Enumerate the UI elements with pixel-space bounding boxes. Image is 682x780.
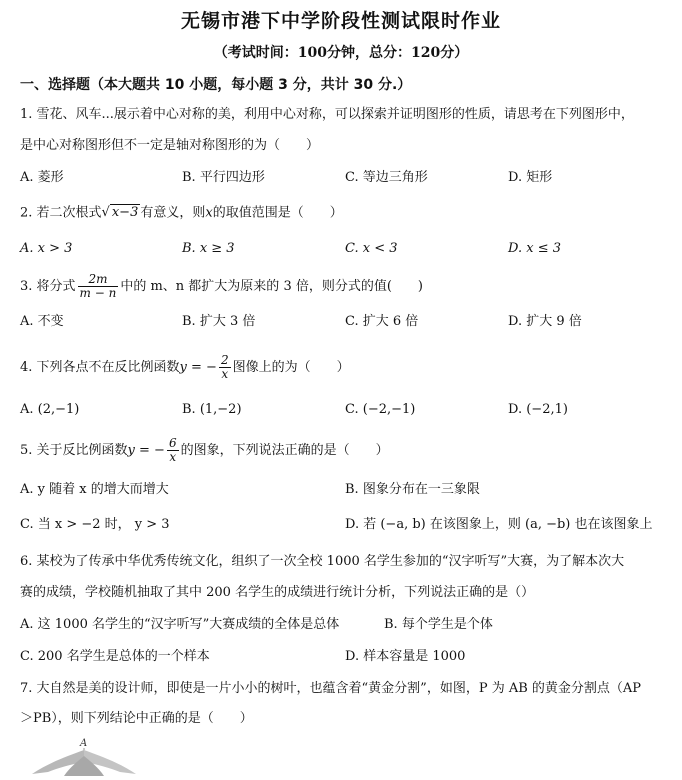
q5-numerator: 6 xyxy=(168,436,177,450)
q3-option-b: B. 扩大 3 倍 xyxy=(182,314,256,329)
q2-stem-mid: 有意义，则 xyxy=(140,205,206,221)
q2-stem-pre: 2. 若二次根式 xyxy=(20,205,102,221)
q1-option-d: D. 矩形 xyxy=(508,170,553,185)
q1-stem-line2: 是中心对称图形但不一定是轴对称图形的为（ ） xyxy=(20,138,320,153)
q3-stem-post: 中的 m、n 都扩大为原来的 3 倍，则分式的值( ) xyxy=(120,279,423,294)
q3-denominator: m − n xyxy=(79,286,117,300)
page-title: 无锡市港下中学阶段性测试限时作业 xyxy=(180,10,501,32)
q5-stem-post: 的图象，下列说法正确的是（ ） xyxy=(180,443,389,458)
q4-stem-post: 图像上的为（ ） xyxy=(232,360,350,375)
q7-stem-line1: 7. 大自然是美的设计师，即使是一片小小的树叶，也蕴含着“黄金分割”，如图，P 为 AB 的黄金分割点（AP xyxy=(20,681,642,696)
leaf-figure xyxy=(28,738,138,776)
q2-option-a: A. x > 3 xyxy=(20,241,73,256)
q2-option-b: B. x ≥ 3 xyxy=(182,241,235,256)
q7-stem-line2: ＞PB），则下列结论中正确的是（ ） xyxy=(20,711,253,726)
section-heading: 一、选择题（本大题共 10 小题，每小题 3 分，共计 30 分.） xyxy=(20,77,412,93)
q5-stem-pre: 5. 关于反比例函数 xyxy=(20,443,128,458)
q6-option-c: C. 200 名学生是总体的一个样本 xyxy=(20,649,210,664)
q6-stem-line1: 6. 某校为了传承中华优秀传统文化，组织了一次全校 1000 名学生参加的“汉字听写”大赛，为了解本次大 xyxy=(20,554,625,569)
q6-option-b: B. 每个学生是个体 xyxy=(384,617,493,632)
q2-radicand: x−3 xyxy=(111,205,139,220)
q2-option-d: D. x ≤ 3 xyxy=(508,241,561,256)
q3-stem-pre: 3. 将分式 xyxy=(20,279,76,294)
q2-stem xyxy=(20,204,343,223)
q1-option-b: B. 平行四边形 xyxy=(182,170,265,185)
exam-info: （考试时间：100分钟，总分：120分） xyxy=(213,45,469,61)
leaf-icon xyxy=(28,738,138,776)
q1-option-c: C. 等边三角形 xyxy=(345,170,428,185)
q5-option-b: B. 图象分布在一三象限 xyxy=(345,482,480,497)
q3-option-c: C. 扩大 6 倍 xyxy=(345,314,419,329)
q4-option-c: C. (−2,−1) xyxy=(345,402,416,417)
q5-option-a: A. y 随着 x 的增大而增大 xyxy=(20,482,169,497)
q2-stem-post: 的取值范围是（ ） xyxy=(212,205,343,221)
q2-option-c: C. x < 3 xyxy=(345,241,398,256)
q4-option-a: A. (2,−1) xyxy=(20,402,80,417)
q6-option-a: A. 这 1000 名学生的“汉字听写”大赛成绩的全体是总体 xyxy=(20,617,340,632)
q1-stem-line1: 1. 雪花、风车...展示着中心对称的美，利用中心对称，可以探索并证明图形的性质，请思考在下列图形中， xyxy=(20,107,634,122)
q3-option-a: A. 不变 xyxy=(20,314,64,329)
q5-denominator: x xyxy=(167,450,179,464)
q4-option-d: D. (−2,1) xyxy=(508,402,568,417)
q5-option-c: C. 当 x > −2 时， y > 3 xyxy=(20,517,170,532)
q4-fraction xyxy=(219,354,231,381)
q4-func: y = − xyxy=(179,360,217,375)
q2-var: x xyxy=(205,205,213,221)
q5-stem xyxy=(20,433,389,469)
q4-stem-pre: 4. 下列各点不在反比例函数 xyxy=(20,360,180,375)
q2-sqrt: √ x−3 xyxy=(101,205,139,220)
q5-func: y = − xyxy=(127,443,165,458)
q4-numerator: 2 xyxy=(220,353,229,367)
q5-fraction xyxy=(167,437,179,464)
q4-option-b: B. (1,−2) xyxy=(182,402,242,417)
q3-numerator: 2m xyxy=(88,272,108,286)
q3-fraction xyxy=(78,273,119,300)
q4-stem xyxy=(20,350,350,386)
q6-stem-line2: 赛的成绩，学校随机抽取了其中 200 名学生的成绩进行统计分析，下列说法正确的是（） xyxy=(20,585,535,600)
q3-option-d: D. 扩大 9 倍 xyxy=(508,314,582,329)
q6-option-d: D. 样本容量是 1000 xyxy=(345,649,466,664)
q5-option-d: D. 若 (−a, b) 在该图象上，则 (a, −b) 也在该图象上 xyxy=(345,517,653,532)
q4-denominator: x xyxy=(219,367,231,381)
q1-option-a: A. 菱形 xyxy=(20,170,64,185)
q3-stem xyxy=(20,270,423,304)
figure-point-label: A xyxy=(80,738,88,749)
